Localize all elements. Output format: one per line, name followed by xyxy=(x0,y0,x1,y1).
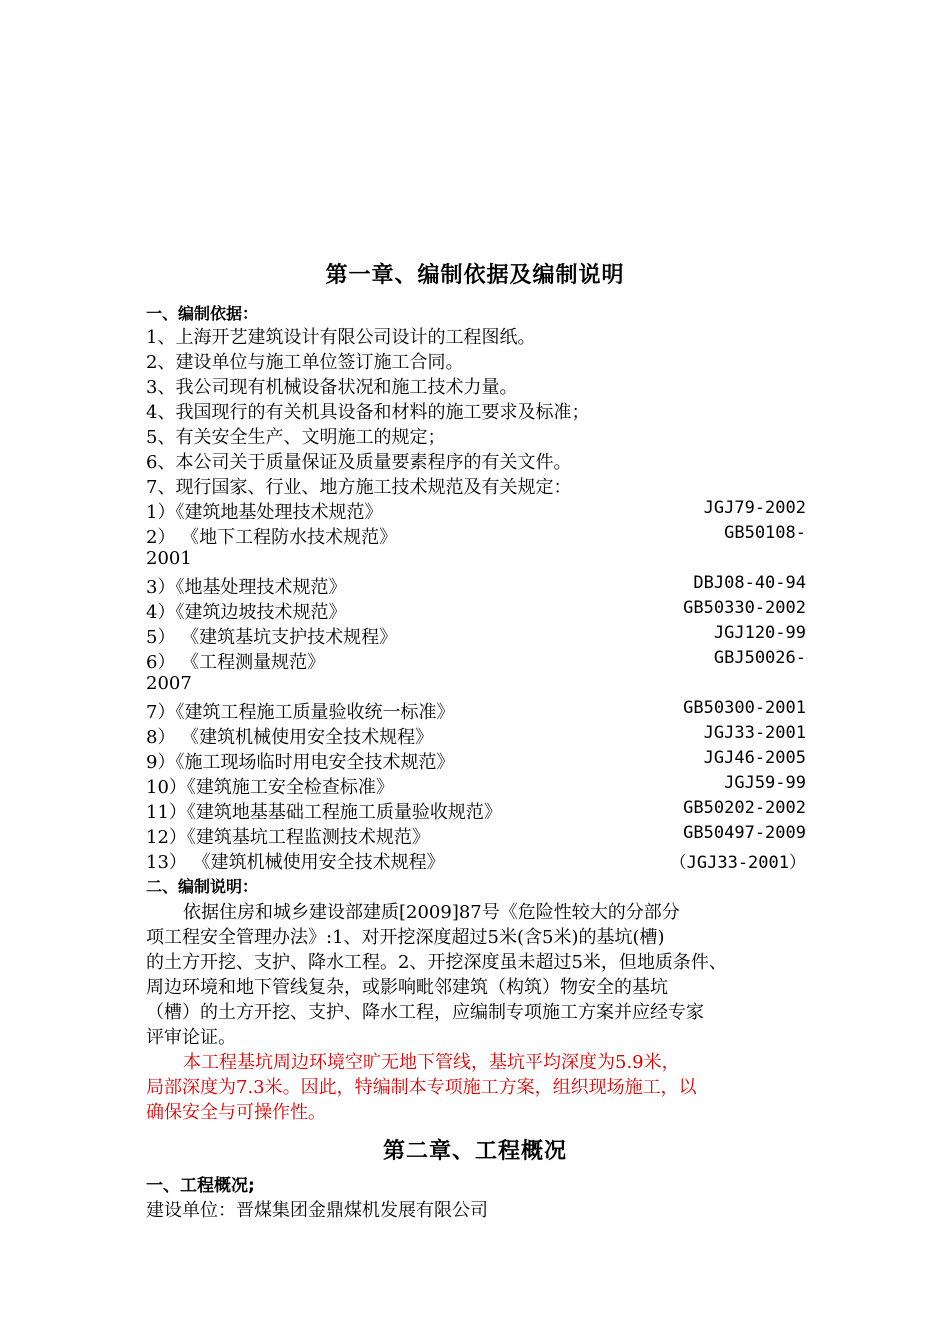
chapter-1-title: 第一章、编制依据及编制说明 xyxy=(325,263,625,288)
basis-item: 7、现行国家、行业、地方施工技术规范及有关规定： xyxy=(146,477,572,498)
standard-code: JGJ79-2002 xyxy=(703,498,806,518)
standard-row xyxy=(146,598,806,623)
explain-line: 周边环境和地下管线复杂，或影响毗邻建筑（构筑）物安全的基坑 xyxy=(146,977,668,998)
basis-item: 4、我国现行的有关机具设备和材料的施工要求及标准； xyxy=(146,402,590,423)
basis-item: 6、本公司关于质量保证及质量要素程序的有关文件。 xyxy=(146,452,572,473)
basis-item: 5、有关安全生产、文明施工的规定； xyxy=(146,427,446,448)
standard-code: GBJ50026- xyxy=(713,648,806,668)
builder-line: 建设单位：晋煤集团金鼎煤机发展有限公司 xyxy=(146,1200,488,1221)
standard-row xyxy=(146,698,806,723)
red-note-line: 局部深度为7.3米。因此，特编制本专项施工方案，组织现场施工，以 xyxy=(146,1077,697,1098)
standard-row xyxy=(146,823,806,848)
standard-code: JGJ46-2005 xyxy=(703,748,806,768)
standard-code: DBJ08-40-94 xyxy=(693,573,806,593)
standard-title: 1）《建筑地基处理技术规范》 xyxy=(146,502,383,523)
standard-title: 11）《建筑地基基础工程施工质量验收规范》 xyxy=(146,802,502,823)
standard-code: GB50330-2002 xyxy=(683,598,806,618)
standard-title: 4）《建筑边坡技术规范》 xyxy=(146,602,347,623)
standard-row xyxy=(146,773,806,798)
standard-code: GB50300-2001 xyxy=(683,698,806,718)
standard-code: GB50497-2009 xyxy=(683,823,806,843)
explain-line: （槽）的土方开挖、支护、降水工程，应编制专项施工方案并应经专家 xyxy=(146,1002,704,1023)
standard-row xyxy=(146,623,806,648)
overview-heading: 一、工程概况; xyxy=(146,1176,255,1196)
standard-title: 5） 《建筑基坑支护技术规程》 xyxy=(146,627,398,648)
standard-row xyxy=(146,523,806,548)
basis-item: 1、上海开艺建筑设计有限公司设计的工程图纸。 xyxy=(146,327,536,348)
red-note-line: 确保安全与可操作性。 xyxy=(146,1102,326,1123)
chapter-2-title: 第二章、工程概况 xyxy=(382,1139,567,1164)
standard-row xyxy=(146,848,806,873)
standard-title: 8） 《建筑机械使用安全技术规程》 xyxy=(146,727,434,748)
standard-row xyxy=(146,573,806,598)
standard-title: 2） 《地下工程防水技术规范》 xyxy=(146,527,398,548)
standard-row xyxy=(146,648,806,673)
standard-code: JGJ33-2001 xyxy=(703,723,806,743)
basis-heading: 一、编制依据： xyxy=(146,304,259,323)
standard-title: 9）《施工现场临时用电安全技术规范》 xyxy=(146,752,455,773)
standard-code: GB50108- xyxy=(724,523,806,543)
standard-code-wrap: 2001 xyxy=(146,548,192,569)
standard-row xyxy=(146,723,806,748)
explain-line: 评审论证。 xyxy=(146,1027,236,1048)
standard-code-wrap: 2007 xyxy=(146,673,192,694)
explain-line: 依据住房和城乡建设部建质[2009]87号《危险性较大的分部分 xyxy=(183,902,680,923)
standard-row xyxy=(146,498,806,523)
standard-row xyxy=(146,798,806,823)
standard-title: 6） 《工程测量规范》 xyxy=(146,652,326,673)
standard-code: JGJ59-99 xyxy=(724,773,806,793)
standard-title: 12）《建筑基坑工程监测技术规范》 xyxy=(146,827,430,848)
standard-row xyxy=(146,748,806,773)
standard-title: 7）《建筑工程施工质量验收统一标准》 xyxy=(146,702,455,723)
explain-line: 的土方开挖、支护、降水工程。2、开挖深度虽未超过5米，但地质条件、 xyxy=(146,952,727,973)
standard-code: GB50202-2002 xyxy=(683,798,806,818)
standard-code: JGJ120-99 xyxy=(713,623,806,643)
red-note-line: 本工程基坑周边环境空旷无地下管线，基坑平均深度为5.9米， xyxy=(183,1052,680,1073)
standard-code: （JGJ33-2001） xyxy=(669,853,806,873)
standard-title: 10）《建筑施工安全检查标准》 xyxy=(146,777,394,798)
standard-title: 3）《地基处理技术规范》 xyxy=(146,577,347,598)
explain-line: 项工程安全管理办法》:1、对开挖深度超过5米(含5米)的基坑(槽) xyxy=(146,927,665,948)
basis-item: 2、建设单位与施工单位签订施工合同。 xyxy=(146,352,464,373)
basis-item: 3、我公司现有机械设备状况和施工技术力量。 xyxy=(146,377,518,398)
explain-heading: 二、编制说明： xyxy=(146,877,259,896)
standard-title: 13） 《建筑机械使用安全技术规程》 xyxy=(146,852,445,873)
